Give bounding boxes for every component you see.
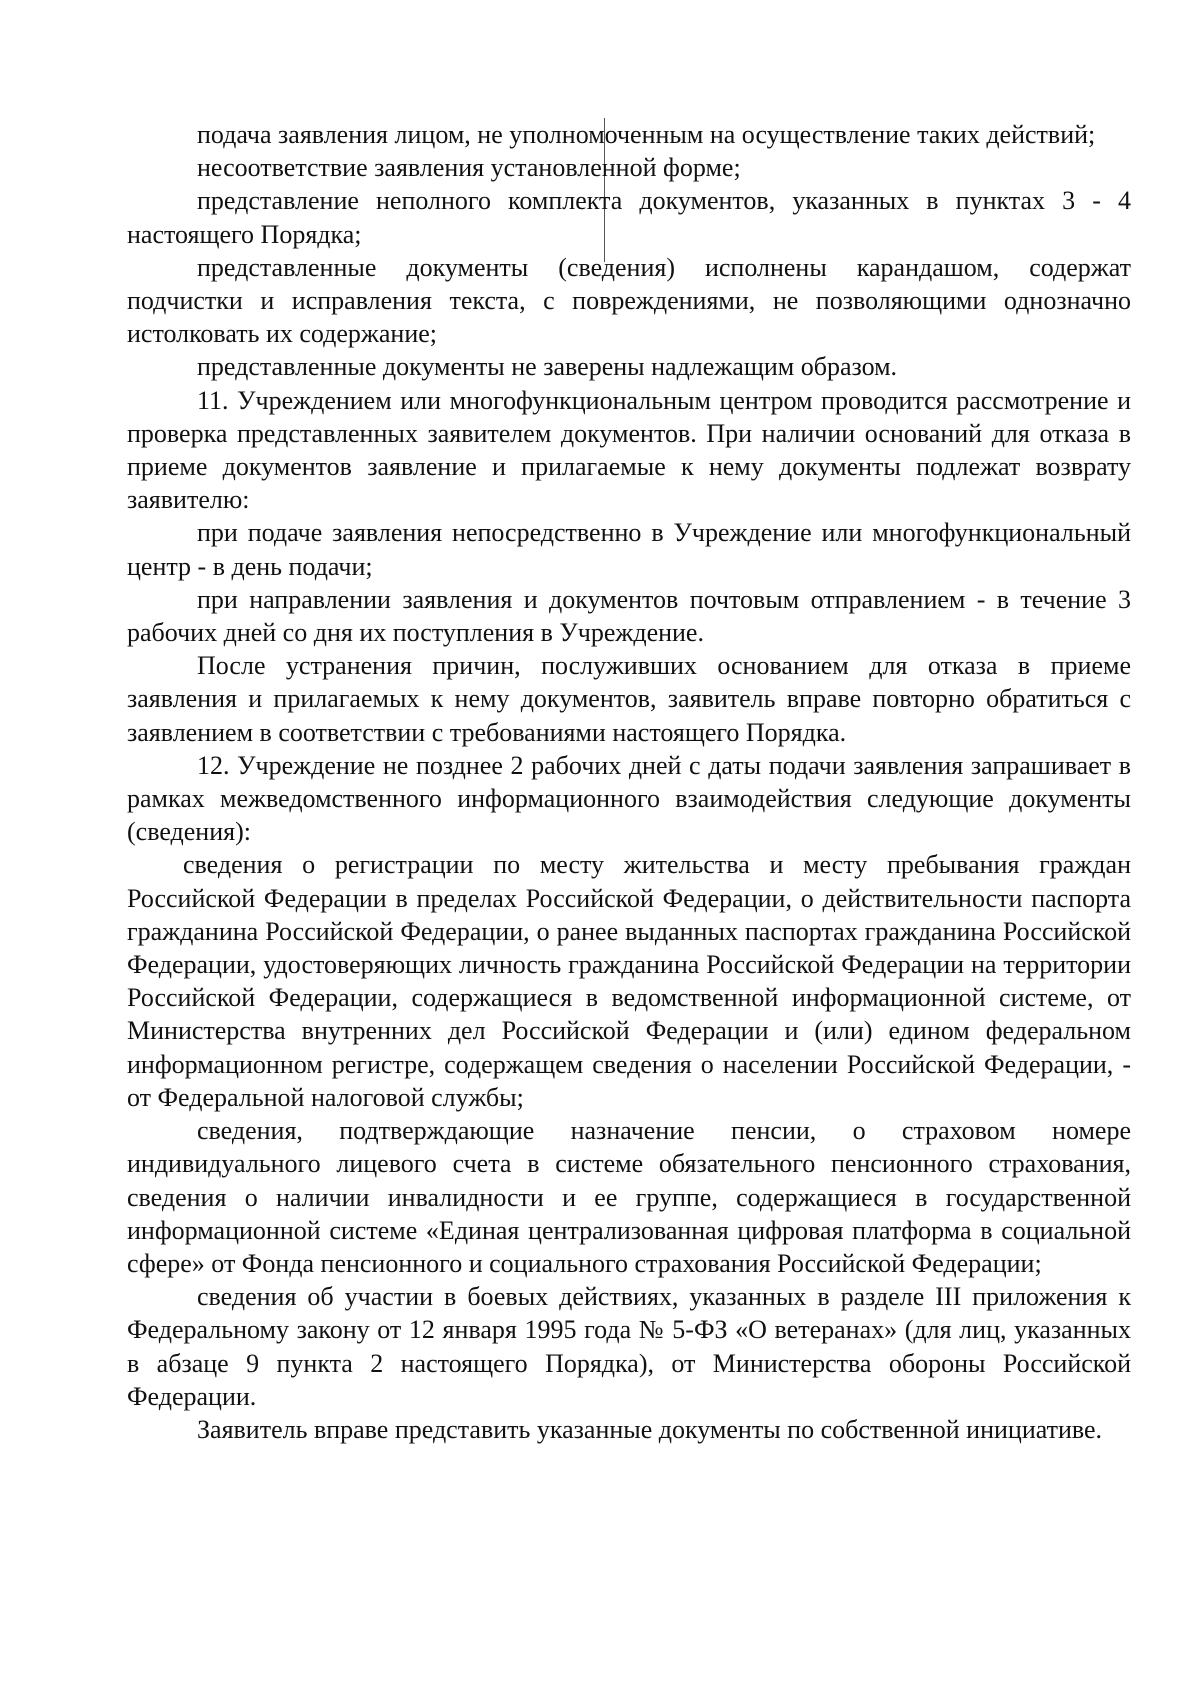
paragraph-combat-info: сведения об участии в боевых действиях, указанных в разделе III приложения к Федеральному закону от 12 января 1995 года № 5-ФЗ «О ветеранах» (для лиц, указанных в абзаце 9 пункта 2 настоящего Порядка), от Министерства обороны Российской Федерации. [127,1282,1131,1411]
paragraph-registration-info: сведения о регистрации по месту жительства и месту пребывания граждан Российской Федерации в пределах Российской Федерации, о действительности паспорта гражданина Российской Федерации, о ранее выданных паспортах гражданина Российской Федерации, удостоверяющих личность гражданина Российской Федерации на территории Российской Федерации, содержащиеся в ведомственной информационной системе, от Министерства внутренних дел Российской Федерации и (или) едином федеральном информационном регистре, содержащем сведения о населении Российской Федерации, - от Федеральной налоговой службы; [127,850,1131,1112]
paragraph-resubmission: После устранения причин, послуживших основанием для отказа в приеме заявления и прилагаемых к нему документов, заявитель вправе повторно обратиться с заявлением в соответствии с требованиями настоящего Порядка. [127,651,1131,747]
paragraph-item-12: 12. Учреждение не позднее 2 рабочих дней с даты подачи заявления запрашивает в рамках межведомственного информационного взаимодействия следующие документы (сведения): [127,750,1131,847]
document-body [127,118,1131,1446]
paragraph-not-certified: представленные документы не заверены надлежащим образом. [197,352,898,382]
paragraph-pension-info: сведения, подтверждающие назначение пенсии, о страховом номере индивидуального лицевого счета в системе обязательного пенсионного страхования, сведения о наличии инвалидности и ее группе, содержащиеся в государственной информационной системе «Единая централизованная цифровая платформа в социальной сфере» от Фонда пенсионного и социального страхования Российской Федерации; [127,1116,1131,1278]
paragraph-pencil-documents: представленные документы (сведения) исполнены карандашом, содержат подчистки и исправления текста, с повреждениями, не позволяющими однозначно истолковать их содержание; [127,252,1131,349]
paragraph-direct-submission: при подаче заявления непосредственно в Учреждение или многофункциональный центр - в день подачи; [127,518,1131,581]
paragraph-own-initiative: Заявитель вправе представить указанные документы по собственной инициативе. [197,1414,1103,1444]
paragraph-incomplete-set: представление неполного комплекта документов, указанных в пунктах 3 - 4 настоящего Порядка; [127,186,1131,249]
paragraph-form-mismatch: несоответствие заявления установленной форме; [197,153,741,183]
paragraph-unauthorized-applicant: подача заявления лицом, не уполномоченным на осуществление таких действий; [197,120,1096,149]
paragraph-postal-submission: при направлении заявления и документов почтовым отправлением - в течение 3 рабочих дней со дня их поступления в Учреждение. [127,584,1131,648]
paragraph-item-11: 11. Учреждением или многофункциональным центром проводится рассмотрение и проверка представленных заявителем документов. При наличии оснований для отказа в приеме документов заявление и прилагаемые к нему документы подлежат возврату заявителю: [127,385,1131,515]
